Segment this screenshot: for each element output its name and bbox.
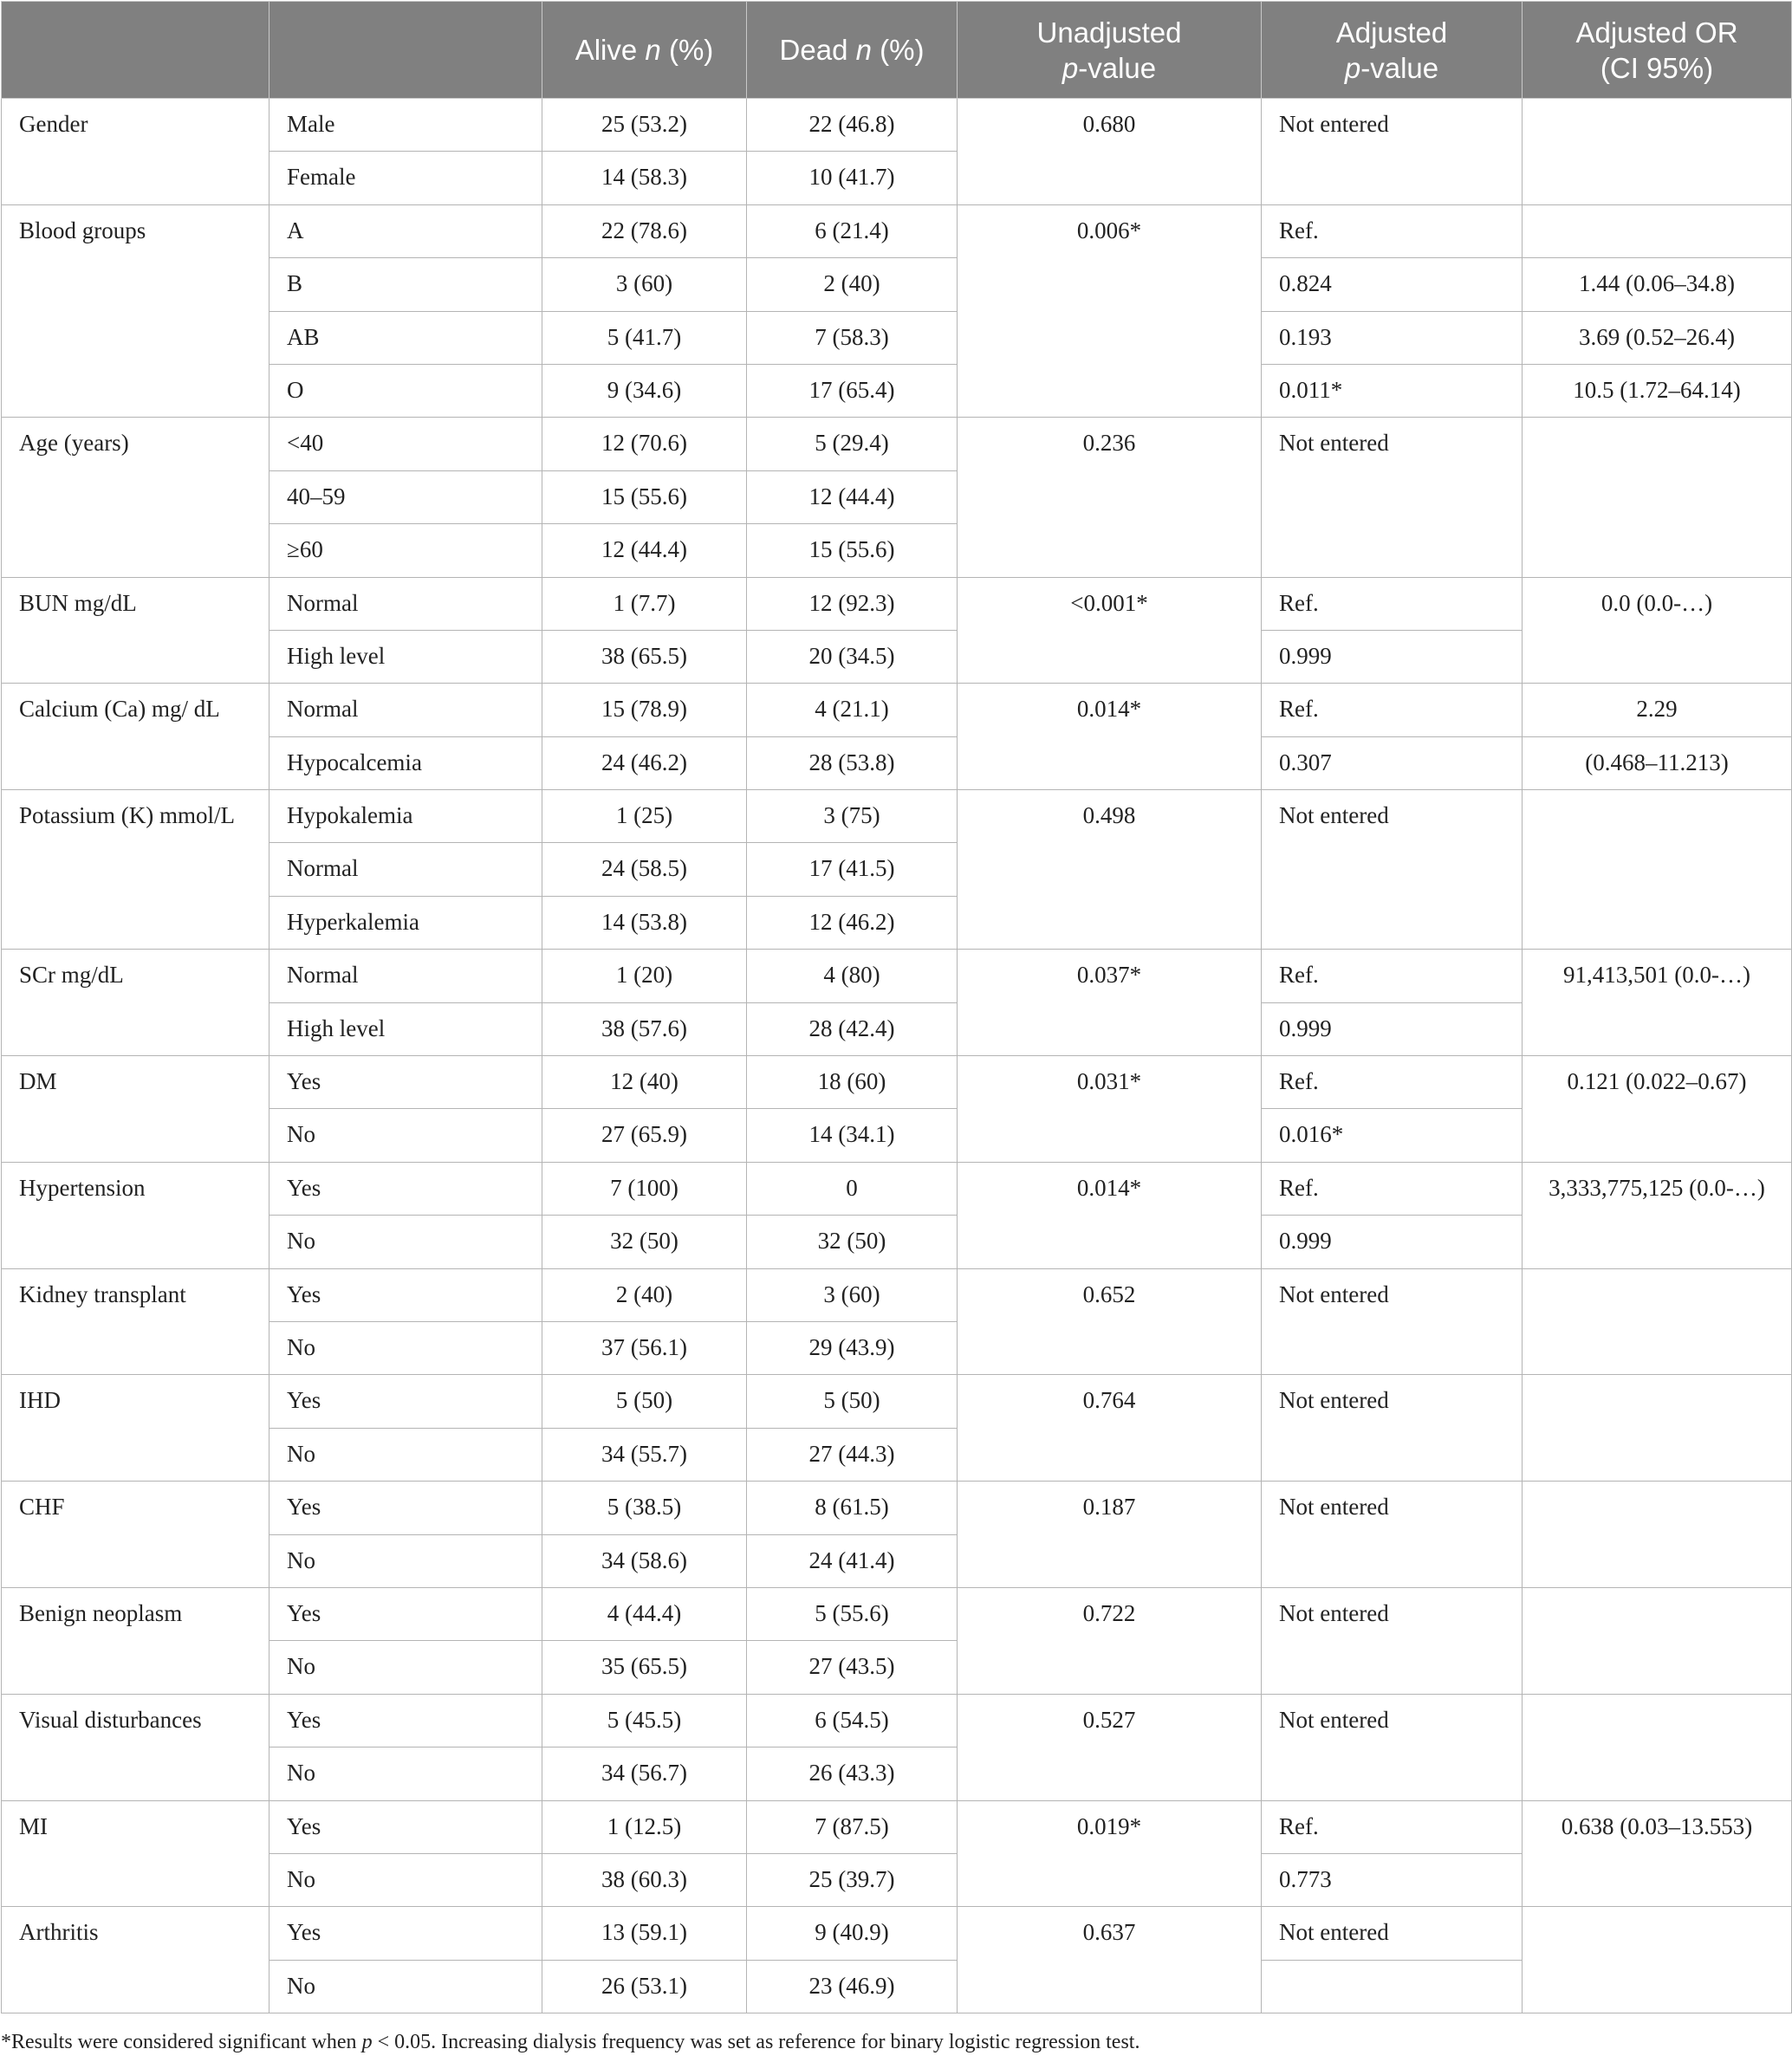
dead-cell: 15 (55.6)	[747, 524, 958, 577]
alive-cell: 2 (40)	[542, 1268, 747, 1321]
table-row	[2, 1268, 1792, 1321]
table-row	[2, 418, 1792, 470]
variable-cell: Visual disturbances	[2, 1694, 269, 1800]
adjusted-or-cell	[1523, 1587, 1792, 1694]
adjusted-or-cell	[1523, 1268, 1792, 1375]
category-cell: High level	[269, 1002, 542, 1055]
category-cell: Male	[269, 99, 542, 152]
dead-cell: 26 (43.3)	[747, 1748, 958, 1800]
dead-cell: 28 (42.4)	[747, 1002, 958, 1055]
category-cell: No	[269, 1216, 542, 1268]
dead-cell: 7 (87.5)	[747, 1800, 958, 1853]
variable-cell: Gender	[2, 99, 269, 205]
category-cell: Hypokalemia	[269, 790, 542, 843]
category-cell: No	[269, 1534, 542, 1587]
adjusted-p-cell: Ref.	[1262, 577, 1523, 630]
category-cell: Hyperkalemia	[269, 896, 542, 949]
category-cell: Yes	[269, 1800, 542, 1853]
unadjusted-p-cell: 0.722	[958, 1587, 1262, 1694]
header-dead: Dead n (%)	[747, 2, 958, 99]
alive-cell: 5 (50)	[542, 1375, 747, 1428]
adjusted-or-cell: 1.44 (0.06–34.8)	[1523, 258, 1792, 311]
alive-cell: 7 (100)	[542, 1162, 747, 1215]
category-cell: A	[269, 204, 542, 257]
adjusted-p-cell: 0.016*	[1262, 1109, 1523, 1162]
table-row	[2, 577, 1792, 630]
category-cell: Normal	[269, 577, 542, 630]
dead-cell: 25 (39.7)	[747, 1853, 958, 1906]
category-cell: Hypocalcemia	[269, 736, 542, 789]
dead-cell: 17 (65.4)	[747, 364, 958, 417]
table-row	[2, 1694, 1792, 1747]
adjusted-or-cell	[1523, 1907, 1792, 2013]
dead-cell: 10 (41.7)	[747, 152, 958, 204]
dead-cell: 2 (40)	[747, 258, 958, 311]
adjusted-p-cell: Ref.	[1262, 1056, 1523, 1109]
unadjusted-p-cell: 0.652	[958, 1268, 1262, 1375]
category-cell: High level	[269, 630, 542, 683]
header-adjusted-or: Adjusted OR (CI 95%)	[1523, 2, 1792, 99]
variable-cell: Arthritis	[2, 1907, 269, 2013]
variable-cell: Blood groups	[2, 204, 269, 418]
variable-cell: BUN mg/dL	[2, 577, 269, 684]
unadjusted-p-cell: 0.006*	[958, 204, 1262, 418]
unadjusted-p-cell: <0.001*	[958, 577, 1262, 684]
adjusted-or-cell	[1523, 790, 1792, 950]
variable-cell: Calcium (Ca) mg/ dL	[2, 684, 269, 790]
adjusted-or-cell	[1523, 1482, 1792, 1588]
adjusted-p-cell: 0.773	[1262, 1853, 1523, 1906]
unadjusted-p-cell: 0.014*	[958, 684, 1262, 790]
adjusted-p-cell: Ref.	[1262, 1162, 1523, 1215]
unadjusted-p-cell: 0.527	[958, 1694, 1262, 1800]
table-row	[2, 1162, 1792, 1215]
table-row	[2, 1056, 1792, 1109]
alive-cell: 12 (70.6)	[542, 418, 747, 470]
unadjusted-p-cell: 0.764	[958, 1375, 1262, 1482]
table-row	[2, 311, 1792, 364]
alive-cell: 35 (65.5)	[542, 1641, 747, 1694]
header-row	[2, 2, 1792, 99]
table-body	[2, 99, 1792, 2013]
dead-cell: 6 (21.4)	[747, 204, 958, 257]
variable-cell: Kidney transplant	[2, 1268, 269, 1375]
category-cell: No	[269, 1641, 542, 1694]
dead-cell: 27 (43.5)	[747, 1641, 958, 1694]
adjusted-p-cell: 0.999	[1262, 630, 1523, 683]
variable-cell: Hypertension	[2, 1162, 269, 1268]
alive-cell: 34 (58.6)	[542, 1534, 747, 1587]
adjusted-p-cell: Not entered	[1262, 1694, 1523, 1800]
adjusted-or-cell	[1523, 1694, 1792, 1800]
alive-cell: 34 (55.7)	[542, 1428, 747, 1481]
variable-cell: Age (years)	[2, 418, 269, 577]
adjusted-or-cell	[1523, 418, 1792, 577]
alive-cell: 1 (7.7)	[542, 577, 747, 630]
dead-cell: 29 (43.9)	[747, 1321, 958, 1374]
alive-cell: 13 (59.1)	[542, 1907, 747, 1960]
category-cell: Normal	[269, 843, 542, 896]
table-row	[2, 204, 1792, 257]
category-cell: Normal	[269, 950, 542, 1002]
adjusted-p-cell: 0.999	[1262, 1002, 1523, 1055]
header-category	[269, 2, 542, 99]
alive-cell: 14 (53.8)	[542, 896, 747, 949]
alive-cell: 3 (60)	[542, 258, 747, 311]
alive-cell: 15 (55.6)	[542, 470, 747, 523]
table-row	[2, 1482, 1792, 1534]
category-cell: No	[269, 1321, 542, 1374]
results-table	[1, 1, 1792, 2013]
adjusted-p-cell: 0.011*	[1262, 364, 1523, 417]
variable-cell: MI	[2, 1800, 269, 1907]
adjusted-p-cell: 0.824	[1262, 258, 1523, 311]
dead-cell: 3 (75)	[747, 790, 958, 843]
category-cell: B	[269, 258, 542, 311]
alive-cell: 12 (40)	[542, 1056, 747, 1109]
category-cell: Yes	[269, 1907, 542, 1960]
category-cell: O	[269, 364, 542, 417]
dead-cell: 27 (44.3)	[747, 1428, 958, 1481]
adjusted-or-cell	[1523, 99, 1792, 205]
category-cell: Normal	[269, 684, 542, 736]
adjusted-p-cell: Not entered	[1262, 1268, 1523, 1375]
alive-cell: 5 (38.5)	[542, 1482, 747, 1534]
table-row	[2, 950, 1792, 1002]
adjusted-p-cell: Not entered	[1262, 790, 1523, 950]
dead-cell: 0	[747, 1162, 958, 1215]
unadjusted-p-cell: 0.187	[958, 1482, 1262, 1588]
adjusted-or-cell: 3,333,775,125 (0.0-…)	[1523, 1162, 1792, 1268]
category-cell: No	[269, 1748, 542, 1800]
header-adjusted-p: Adjusted p-value	[1262, 2, 1523, 99]
dead-cell: 17 (41.5)	[747, 843, 958, 896]
variable-cell: DM	[2, 1056, 269, 1163]
alive-cell: 24 (46.2)	[542, 736, 747, 789]
alive-cell: 4 (44.4)	[542, 1587, 747, 1640]
alive-cell: 14 (58.3)	[542, 152, 747, 204]
header-alive: Alive n (%)	[542, 2, 747, 99]
adjusted-p-cell: Not entered	[1262, 1587, 1523, 1694]
variable-cell: Potassium (K) mmol/L	[2, 790, 269, 950]
adjusted-p-cell: 0.307	[1262, 736, 1523, 789]
alive-cell: 12 (44.4)	[542, 524, 747, 577]
dead-cell: 12 (46.2)	[747, 896, 958, 949]
table-row	[2, 684, 1792, 736]
dead-cell: 5 (29.4)	[747, 418, 958, 470]
unadjusted-p-cell: 0.680	[958, 99, 1262, 205]
category-cell: Yes	[269, 1482, 542, 1534]
alive-cell: 38 (65.5)	[542, 630, 747, 683]
adjusted-or-cell: 91,413,501 (0.0-…)	[1523, 950, 1792, 1056]
category-cell: ≥60	[269, 524, 542, 577]
alive-cell: 27 (65.9)	[542, 1109, 747, 1162]
unadjusted-p-cell: 0.037*	[958, 950, 1262, 1056]
dead-cell: 32 (50)	[747, 1216, 958, 1268]
alive-cell: 22 (78.6)	[542, 204, 747, 257]
alive-cell: 1 (25)	[542, 790, 747, 843]
alive-cell: 5 (41.7)	[542, 311, 747, 364]
variable-cell: IHD	[2, 1375, 269, 1482]
adjusted-p-cell: 0.999	[1262, 1216, 1523, 1268]
alive-cell: 5 (45.5)	[542, 1694, 747, 1747]
category-cell: <40	[269, 418, 542, 470]
adjusted-or-cell: 0.638 (0.03–13.553)	[1523, 1800, 1792, 1907]
adjusted-or-cell: 10.5 (1.72–64.14)	[1523, 364, 1792, 417]
dead-cell: 8 (61.5)	[747, 1482, 958, 1534]
category-cell: Yes	[269, 1375, 542, 1428]
alive-cell: 32 (50)	[542, 1216, 747, 1268]
adjusted-or-cell: 3.69 (0.52–26.4)	[1523, 311, 1792, 364]
alive-cell: 38 (60.3)	[542, 1853, 747, 1906]
category-cell: Yes	[269, 1056, 542, 1109]
dead-cell: 22 (46.8)	[747, 99, 958, 152]
adjusted-p-cell	[1262, 1960, 1523, 2013]
dead-cell: 28 (53.8)	[747, 736, 958, 789]
dead-cell: 4 (80)	[747, 950, 958, 1002]
alive-cell: 25 (53.2)	[542, 99, 747, 152]
table-row	[2, 364, 1792, 417]
table-row	[2, 258, 1792, 311]
alive-cell: 15 (78.9)	[542, 684, 747, 736]
dead-cell: 18 (60)	[747, 1056, 958, 1109]
category-cell: No	[269, 1960, 542, 2013]
adjusted-or-cell	[1523, 204, 1792, 257]
adjusted-p-cell: 0.193	[1262, 311, 1523, 364]
category-cell: Female	[269, 152, 542, 204]
adjusted-or-cell: (0.468–11.213)	[1523, 736, 1792, 789]
alive-cell: 38 (57.6)	[542, 1002, 747, 1055]
alive-cell: 26 (53.1)	[542, 1960, 747, 2013]
adjusted-p-cell: Not entered	[1262, 99, 1523, 205]
variable-cell: CHF	[2, 1482, 269, 1588]
alive-cell: 1 (12.5)	[542, 1800, 747, 1853]
dead-cell: 5 (50)	[747, 1375, 958, 1428]
category-cell: No	[269, 1109, 542, 1162]
table-row	[2, 1587, 1792, 1640]
adjusted-p-cell: Ref.	[1262, 1800, 1523, 1853]
dead-cell: 7 (58.3)	[747, 311, 958, 364]
footnote: *Results were considered significant when p < 0.05. Increasing dialysis frequency was set as reference for binary logistic regression test.	[1, 2031, 1140, 2053]
adjusted-p-cell: Not entered	[1262, 418, 1523, 577]
header-unadjusted-p: Unadjusted p-value	[958, 2, 1262, 99]
adjusted-p-cell: Not entered	[1262, 1482, 1523, 1588]
category-cell: Yes	[269, 1587, 542, 1640]
adjusted-p-cell: Not entered	[1262, 1375, 1523, 1482]
adjusted-or-cell: 0.121 (0.022–0.67)	[1523, 1056, 1792, 1163]
adjusted-p-cell: Not entered	[1262, 1907, 1523, 1960]
adjusted-or-cell: 0.0 (0.0-…)	[1523, 577, 1792, 684]
alive-cell: 1 (20)	[542, 950, 747, 1002]
unadjusted-p-cell: 0.236	[958, 418, 1262, 577]
category-cell: 40–59	[269, 470, 542, 523]
dead-cell: 9 (40.9)	[747, 1907, 958, 1960]
alive-cell: 37 (56.1)	[542, 1321, 747, 1374]
table-row	[2, 790, 1792, 843]
dead-cell: 12 (92.3)	[747, 577, 958, 630]
dead-cell: 6 (54.5)	[747, 1694, 958, 1747]
unadjusted-p-cell: 0.498	[958, 790, 1262, 950]
category-cell: AB	[269, 311, 542, 364]
unadjusted-p-cell: 0.031*	[958, 1056, 1262, 1163]
category-cell: No	[269, 1428, 542, 1481]
table-row	[2, 736, 1792, 789]
table-row	[2, 1800, 1792, 1853]
dead-cell: 20 (34.5)	[747, 630, 958, 683]
variable-cell: SCr mg/dL	[2, 950, 269, 1056]
category-cell: Yes	[269, 1694, 542, 1747]
adjusted-or-cell: 2.29	[1523, 684, 1792, 736]
adjusted-p-cell: Ref.	[1262, 204, 1523, 257]
adjusted-p-cell: Ref.	[1262, 684, 1523, 736]
adjusted-or-cell	[1523, 1375, 1792, 1482]
alive-cell: 9 (34.6)	[542, 364, 747, 417]
dead-cell: 23 (46.9)	[747, 1960, 958, 2013]
dead-cell: 24 (41.4)	[747, 1534, 958, 1587]
table-row	[2, 1375, 1792, 1428]
header-variable	[2, 2, 269, 99]
unadjusted-p-cell: 0.019*	[958, 1800, 1262, 1907]
table-row	[2, 1907, 1792, 1960]
category-cell: Yes	[269, 1162, 542, 1215]
dead-cell: 12 (44.4)	[747, 470, 958, 523]
dead-cell: 5 (55.6)	[747, 1587, 958, 1640]
dead-cell: 14 (34.1)	[747, 1109, 958, 1162]
dead-cell: 3 (60)	[747, 1268, 958, 1321]
table-row	[2, 99, 1792, 152]
unadjusted-p-cell: 0.014*	[958, 1162, 1262, 1268]
category-cell: No	[269, 1853, 542, 1906]
adjusted-p-cell: Ref.	[1262, 950, 1523, 1002]
variable-cell: Benign neoplasm	[2, 1587, 269, 1694]
alive-cell: 24 (58.5)	[542, 843, 747, 896]
category-cell: Yes	[269, 1268, 542, 1321]
alive-cell: 34 (56.7)	[542, 1748, 747, 1800]
dead-cell: 4 (21.1)	[747, 684, 958, 736]
unadjusted-p-cell: 0.637	[958, 1907, 1262, 2013]
